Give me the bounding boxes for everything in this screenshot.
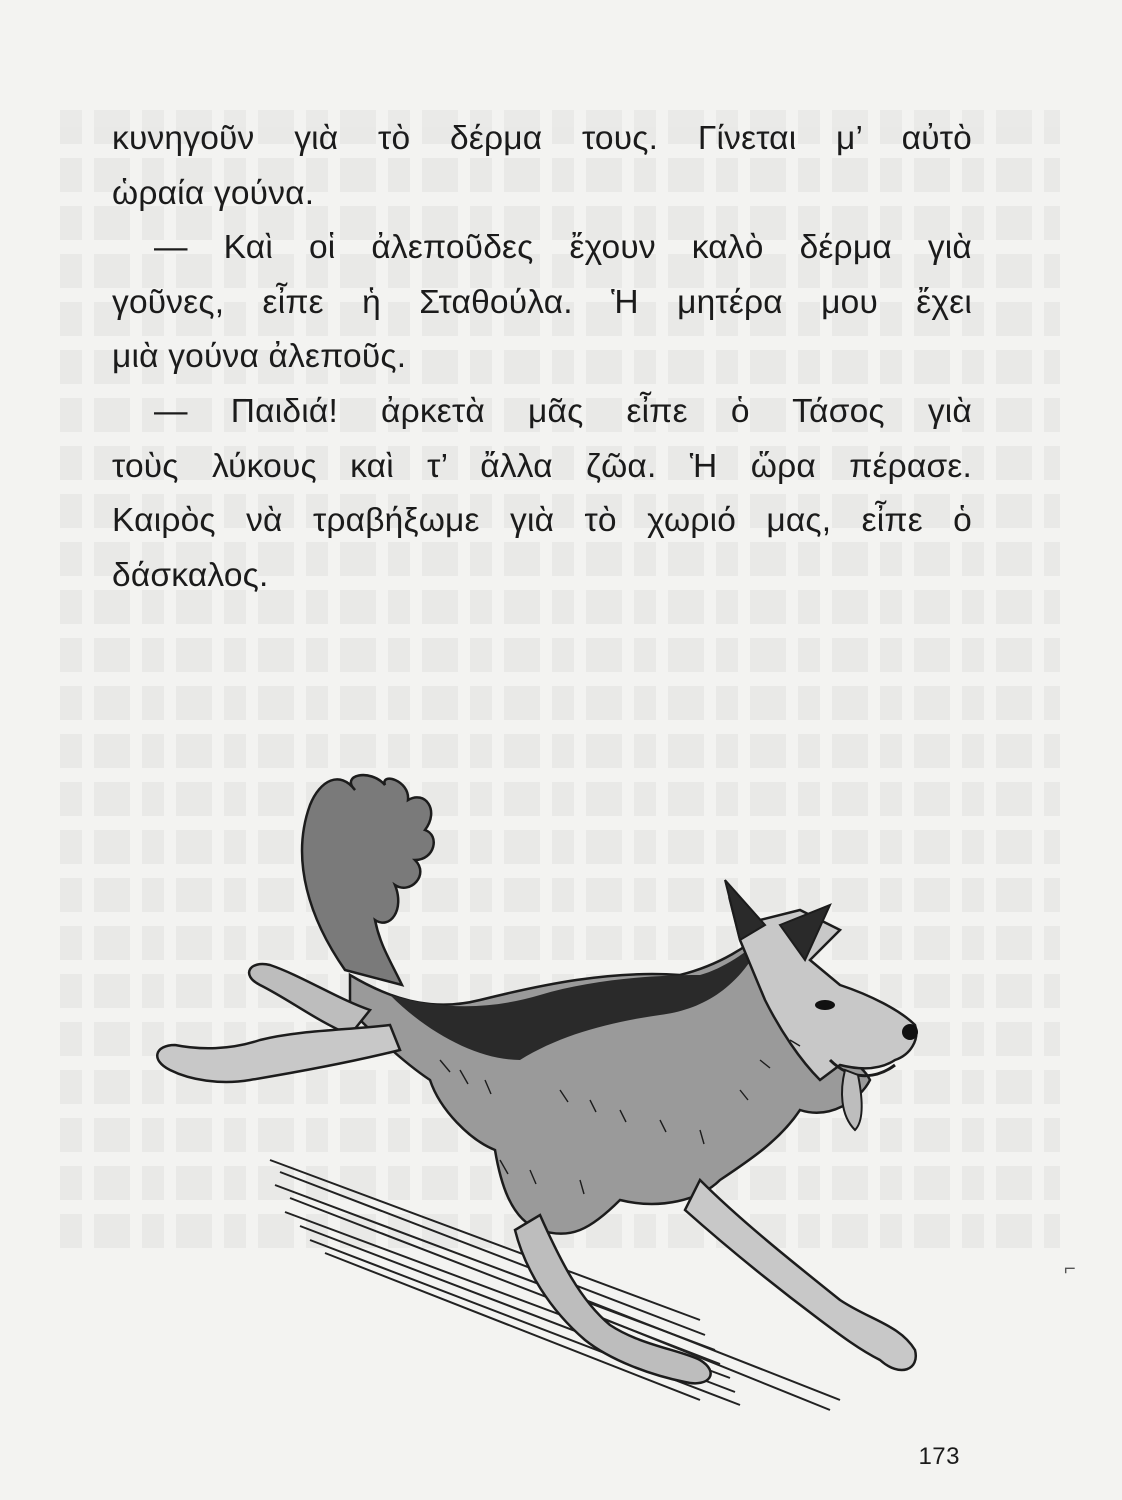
text-line: Καιρὸς νὰ τραβήξωμε γιὰ τὸ χωριό μας, εἶπε ὁ xyxy=(112,502,972,540)
page-number: 173 xyxy=(918,1443,960,1470)
running-wolf-illustration xyxy=(140,760,940,1420)
text-line: μιὰ γούνα ἀλεποῦς. xyxy=(112,338,407,376)
margin-mark: ⌐ xyxy=(1064,1258,1076,1280)
wolf-eye xyxy=(815,1000,835,1010)
body-text xyxy=(112,112,972,603)
dialogue-line: — Καὶ οἱ ἀλεποῦδες ἔχουν καλὸ δέρμα γιὰ xyxy=(154,229,972,267)
wolf-nose xyxy=(902,1024,918,1040)
wolf-tail xyxy=(302,775,434,985)
text-line: τοὺς λύκους καὶ τ’ ἄλλα ζῶα. Ἡ ὥρα πέρασε. xyxy=(112,447,972,485)
wolf-hind-leg-lower xyxy=(157,1025,400,1082)
text-line: κυνηγοῦν γιὰ τὸ δέρμα τους. Γίνεται μ’ αὐτὸ xyxy=(112,120,972,157)
text-line: γοῦνες, εἶπε ἡ Σταθούλα. Ἡ μητέρα μου ἔχει xyxy=(112,283,972,321)
text-line: δάσκαλος. xyxy=(112,556,269,594)
wolf-front-leg xyxy=(685,1180,916,1370)
wolf-tongue xyxy=(842,1070,862,1130)
dialogue-line: — Παιδιά! ἀρκετὰ μᾶς εἶπε ὁ Τάσος γιὰ xyxy=(154,392,972,430)
text-line: ὡραία γούνα. xyxy=(112,174,315,212)
wolf-drawing xyxy=(140,760,940,1420)
